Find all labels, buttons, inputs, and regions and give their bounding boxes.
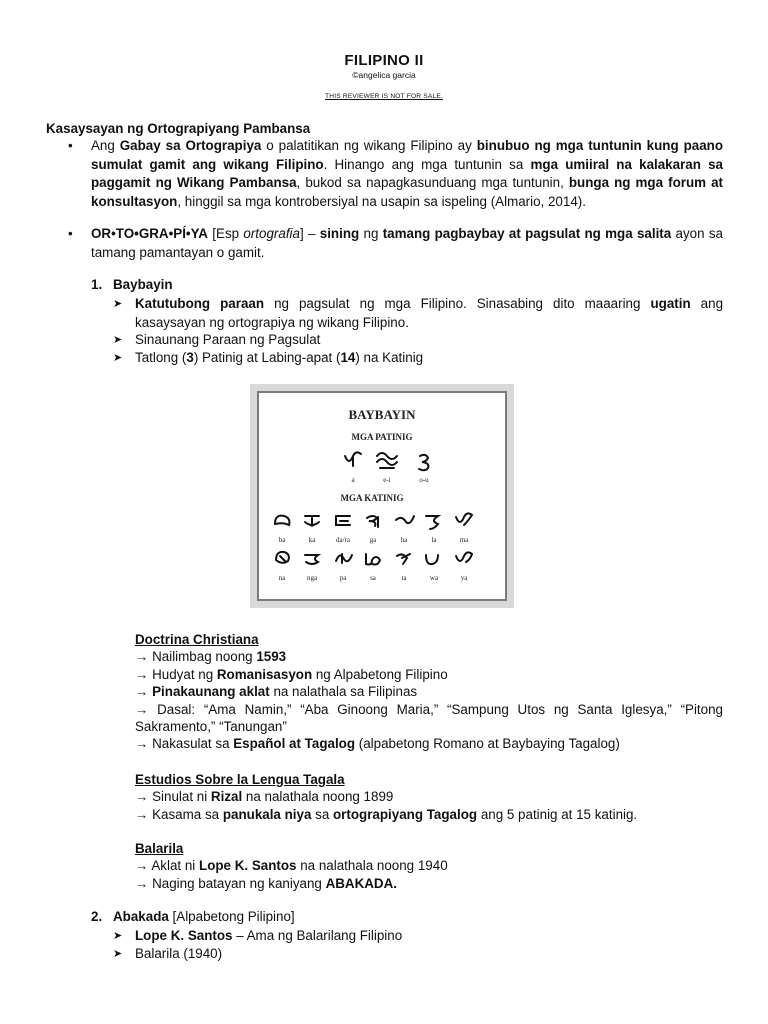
arrow-icon: → xyxy=(135,701,149,717)
text: Nailimbag noong xyxy=(148,649,257,665)
bold-text: ugatin xyxy=(650,296,691,311)
arrow-bullet-icon: ➤ xyxy=(113,334,123,346)
vowel-label: a xyxy=(351,476,355,484)
text: ng Alpabetong Filipino xyxy=(312,666,448,682)
consonants-heading: MGA KATINIG xyxy=(340,493,404,503)
text: Hudyat ng xyxy=(148,666,217,682)
text: sa xyxy=(311,806,333,822)
arrow-line xyxy=(135,701,723,736)
arrow-line xyxy=(135,788,735,805)
doctrina-section xyxy=(135,631,735,753)
consonant-label: ta xyxy=(401,574,407,582)
text: ] – xyxy=(299,226,320,241)
consonant-label: ka xyxy=(308,536,316,544)
bold-text: Español at Tagalog xyxy=(233,736,356,752)
bullet-icon: • xyxy=(68,226,73,241)
item-title: Baybayin xyxy=(113,277,173,292)
text: Nakasulat sa xyxy=(148,736,234,752)
text: o palatitikan ng wikang Filipino ay xyxy=(261,138,477,153)
baybayin-chart xyxy=(250,384,514,608)
text: – Ama ng Balarilang Filipino xyxy=(232,928,403,943)
arrow-bullet-icon: ➤ xyxy=(113,298,123,310)
estudios-section xyxy=(135,771,735,823)
consonant-label: na xyxy=(278,574,286,582)
arrow-bullet-icon: ➤ xyxy=(113,352,123,364)
bold-text: OR•TO•GRA•PÍ•YA xyxy=(91,226,208,241)
consonant-label: ba xyxy=(278,536,286,544)
arrow-item xyxy=(113,295,724,332)
arrow-icon: → xyxy=(135,806,149,822)
text: (alpabetong Romano at Baybaying Tagalog) xyxy=(355,736,620,752)
vowel-label: o-u xyxy=(419,476,429,484)
subsection-heading: Balarila xyxy=(135,841,184,856)
subsection-heading: Doctrina Christiana xyxy=(135,632,259,647)
consonant-label: ga xyxy=(369,536,377,544)
vowel-label: e-i xyxy=(383,476,391,484)
text: Balarila (1940) xyxy=(135,946,223,961)
arrow-line xyxy=(135,648,735,665)
bullet-icon: • xyxy=(68,138,73,153)
vowels-heading: MGA PATINIG xyxy=(351,432,413,442)
bold-text: 3 xyxy=(186,350,194,365)
text: Sinaunang Paraan ng Pagsulat xyxy=(135,332,321,347)
item-number: 1. xyxy=(91,277,103,292)
consonant-label: ma xyxy=(459,536,469,544)
arrow-icon: → xyxy=(135,666,149,682)
text: ang 5 patinig at 15 katinig. xyxy=(477,806,638,822)
baybayin-chart-image xyxy=(250,384,514,608)
bold-text: bunga ng mga forum at konsultasyon xyxy=(91,175,724,209)
arrow-item xyxy=(113,331,723,350)
bold-text: Katutubong paraan xyxy=(135,296,265,311)
arrow-icon: → xyxy=(135,789,149,805)
text: Kasama sa xyxy=(148,806,223,822)
arrow-icon: → xyxy=(135,684,149,700)
subsection-heading: Estudios Sobre la Lengua Tagala xyxy=(135,772,345,787)
arrow-icon: → xyxy=(135,875,149,891)
text: Ang xyxy=(91,138,120,153)
arrow-icon: → xyxy=(135,858,149,874)
arrow-icon: → xyxy=(135,649,149,665)
bold-text: panukala niya xyxy=(222,806,312,822)
arrow-item xyxy=(113,927,723,946)
arrow-line xyxy=(135,875,735,892)
chart-title: BAYBAYIN xyxy=(348,407,416,422)
text: ) na Katinig xyxy=(355,350,424,365)
bold-text: Gabay sa Ortograpiya xyxy=(119,138,262,153)
text: , hinggil sa mga kontrobersiyal na usapin sa ispeling (Almario, 2014). xyxy=(177,193,586,209)
bold-text: mga umiiral na kalakaran sa paggamit ng Wikang Pambansa xyxy=(91,156,723,190)
text: , bukod sa napagkasunduang mga tuntunin, xyxy=(296,175,569,190)
bold-text: tamang pagbaybay at pagsulat ng mga salita xyxy=(382,226,672,241)
text: Naging batayan ng kaniyang xyxy=(148,875,326,891)
item-subtitle: [Alpabetong Pilipino] xyxy=(168,909,295,924)
consonant-label: da/ra xyxy=(336,536,350,544)
arrow-item xyxy=(113,945,723,964)
page-title: FILIPINO II xyxy=(344,52,424,69)
bold-text: 1593 xyxy=(256,649,287,665)
text: ang kasaysayan ng ortograpiya ng wikang Filipino. xyxy=(135,296,724,330)
text: ayon sa tamang pamantayan o gamit. xyxy=(91,226,723,260)
bold-text: Lope K. Santos xyxy=(199,858,297,874)
arrow-bullet-icon: ➤ xyxy=(113,948,123,960)
bold-text: ortograpiyang Tagalog xyxy=(333,806,478,822)
arrow-item xyxy=(113,349,723,368)
text: Sinulat ni xyxy=(148,789,211,805)
arrow-line xyxy=(135,683,735,700)
text: Dasal: “Ama Namin,” “Aba Ginoong Maria,” “Sampung Utos ng Santa Iglesya,” “Pitong Sakramento,” “Tanungan” xyxy=(135,701,723,735)
bold-text: sining xyxy=(319,226,360,241)
text: ) Patinig at Labing-apat ( xyxy=(193,350,341,365)
bullet-ortograpiya xyxy=(68,225,723,262)
bold-text: Romanisasyon xyxy=(216,666,313,682)
consonant-label: la xyxy=(431,536,437,544)
bold-text: binubuo ng mga tuntunin kung paano sumulat gamit ang wikang Filipino xyxy=(91,138,724,172)
text: ng xyxy=(359,226,383,241)
bold-text: Rizal xyxy=(210,789,243,805)
text: na nalathala noong 1940 xyxy=(296,858,448,874)
text: [Esp xyxy=(207,226,244,241)
arrow-line xyxy=(135,666,735,683)
sale-notice: THIS REVIEWER IS NOT FOR SALE. xyxy=(325,93,443,100)
arrow-bullet-icon: ➤ xyxy=(113,930,123,942)
italic-text: ortografia xyxy=(243,226,300,241)
bold-text: ABAKADA. xyxy=(325,875,397,891)
bold-text: 14 xyxy=(340,350,356,365)
numbered-item-abakada xyxy=(91,909,295,924)
bold-text: Lope K. Santos xyxy=(135,928,233,943)
text: na nalathala noong 1899 xyxy=(242,789,394,805)
numbered-item-baybayin xyxy=(91,277,173,292)
text: ng pagsulat ng mga Filipino. Sinasabing dito maaaring xyxy=(264,296,651,311)
text: na nalathala sa Filipinas xyxy=(269,684,418,700)
section-heading: Kasaysayan ng Ortograpiyang Pambansa xyxy=(46,121,311,136)
text: . Hinango ang mga tuntunin sa xyxy=(323,156,531,172)
consonant-label: ya xyxy=(460,574,468,582)
consonant-label: wa xyxy=(429,574,439,582)
consonant-label: ha xyxy=(400,536,408,544)
consonant-label: nga xyxy=(306,574,318,582)
arrow-line xyxy=(135,857,735,874)
text: Aklat ni xyxy=(148,858,200,874)
bullet-gabay xyxy=(68,137,724,211)
item-number: 2. xyxy=(91,909,103,924)
balarila-section xyxy=(135,840,735,892)
bold-text: Pinakaunang aklat xyxy=(152,684,270,700)
arrow-line xyxy=(135,735,735,752)
text: Tatlong ( xyxy=(135,350,187,365)
author-credit: ©angelica garcia xyxy=(352,70,416,80)
arrow-icon: → xyxy=(135,736,149,752)
item-title: Abakada xyxy=(113,909,169,924)
consonant-label: sa xyxy=(370,574,376,582)
arrow-line xyxy=(135,806,735,823)
consonant-label: pa xyxy=(339,574,347,582)
